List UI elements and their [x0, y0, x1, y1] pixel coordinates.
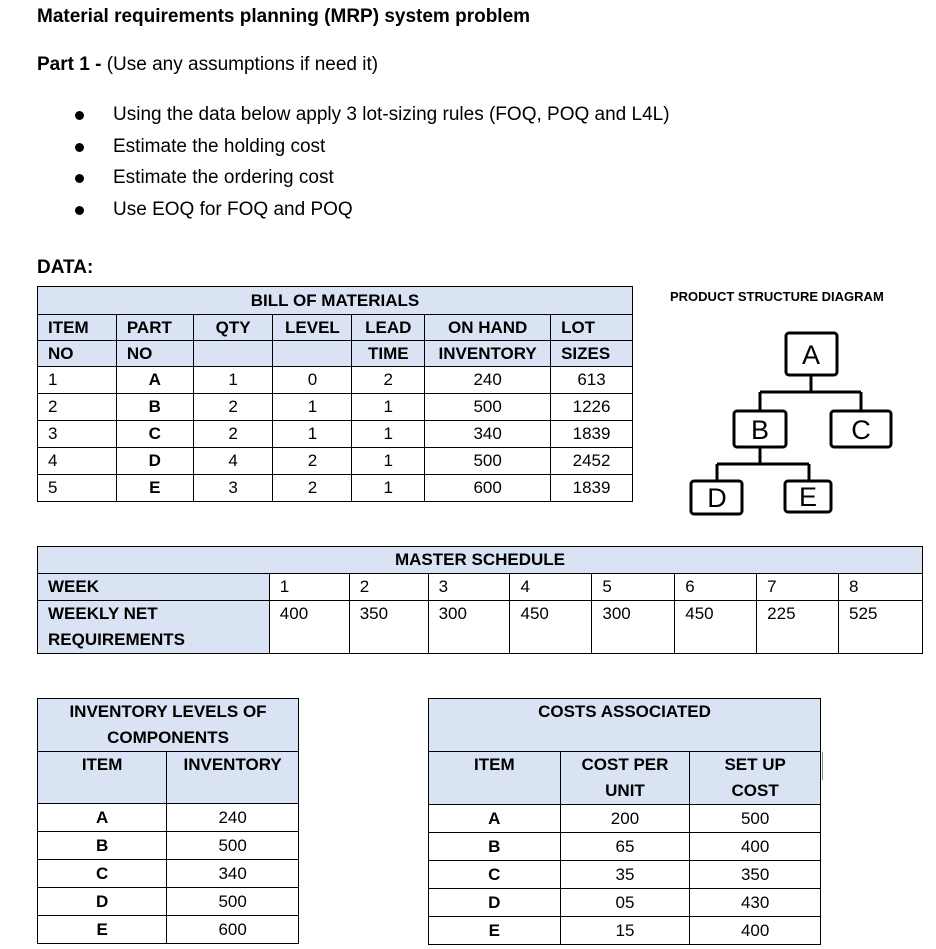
- bom-cell: 3: [38, 421, 117, 448]
- bom-cell: 500: [425, 394, 551, 421]
- setup-cost: 350: [690, 861, 821, 889]
- bom-header-row-1: [38, 315, 633, 341]
- requirements-label-line-2: REQUIREMENTS: [48, 630, 185, 649]
- costs-header-item: ITEM: [429, 752, 561, 805]
- bom-header-item: ITEM: [38, 315, 117, 341]
- costs-header-cpu-line-1: COST PER: [581, 755, 669, 774]
- divider: [822, 752, 823, 780]
- table-row: [38, 888, 299, 916]
- bom-cell: 500: [425, 448, 551, 475]
- bom-cell: 600: [425, 475, 551, 502]
- bom-header-qty: QTY: [193, 315, 273, 341]
- bom-cell: 1: [352, 475, 425, 502]
- bom-cell: B: [116, 394, 193, 421]
- requirements-row: [38, 601, 923, 654]
- setup-cost: 400: [690, 833, 821, 861]
- bom-header-empty: [273, 341, 352, 367]
- bom-header-lead-2: TIME: [352, 341, 425, 367]
- inventory-value: 500: [167, 832, 299, 860]
- bom-cell: 1839: [551, 421, 633, 448]
- bom-cell: 613: [551, 367, 633, 394]
- cost-per-unit: 65: [560, 833, 690, 861]
- inventory-value: 340: [167, 860, 299, 888]
- requirement-cell: 400: [269, 601, 349, 654]
- requirement-cell: 350: [349, 601, 428, 654]
- requirements-label: [38, 601, 270, 654]
- table-row: [429, 833, 821, 861]
- requirement-cell: 300: [592, 601, 675, 654]
- table-row: [429, 861, 821, 889]
- inventory-value: 500: [167, 888, 299, 916]
- bom-cell: 1226: [551, 394, 633, 421]
- bom-cell: 1: [193, 367, 273, 394]
- inventory-item: A: [38, 804, 167, 832]
- table-row: [38, 832, 299, 860]
- bom-cell: 1: [352, 421, 425, 448]
- node-e-label: E: [798, 482, 818, 512]
- table-row: [429, 889, 821, 917]
- bom-header-empty: [193, 341, 273, 367]
- week-cell: 1: [269, 574, 349, 601]
- costs-title: COSTS ASSOCIATED: [429, 699, 821, 752]
- node-d-label: D: [707, 483, 727, 513]
- bom-cell: 2: [273, 448, 352, 475]
- cost-item: B: [429, 833, 561, 861]
- bom-cell: 240: [425, 367, 551, 394]
- bom-header-lot: LOT: [551, 315, 633, 341]
- cost-item: C: [429, 861, 561, 889]
- product-structure-diagram: [680, 325, 900, 520]
- requirement-cell: 525: [839, 601, 923, 654]
- bom-title: BILL OF MATERIALS: [38, 287, 633, 315]
- bom-header-lot-2: SIZES: [551, 341, 633, 367]
- cost-item: A: [429, 805, 561, 833]
- week-cell: 6: [675, 574, 757, 601]
- bom-cell: 2: [193, 394, 273, 421]
- bom-cell: 2: [352, 367, 425, 394]
- costs-header-row: [429, 752, 821, 805]
- part1-heading: [37, 54, 378, 76]
- page-title: Material requirements planning (MRP) system problem: [37, 6, 531, 27]
- inventory-title: [38, 699, 299, 752]
- bom-cell: 340: [425, 421, 551, 448]
- inventory-header-item: ITEM: [38, 752, 167, 804]
- inventory-header-row: [38, 752, 299, 804]
- data-label: DATA:: [37, 257, 94, 278]
- bom-header-part-2: NO: [116, 341, 193, 367]
- bom-cell: 0: [273, 367, 352, 394]
- inventory-item: C: [38, 860, 167, 888]
- table-row: [38, 394, 633, 421]
- table-row: [38, 804, 299, 832]
- node-b-label: B: [750, 415, 770, 445]
- inventory-item: D: [38, 888, 167, 916]
- setup-cost: 430: [690, 889, 821, 917]
- part1-text: (Use any assumptions if need it): [101, 54, 379, 75]
- requirement-cell: 225: [757, 601, 839, 654]
- setup-cost: 500: [690, 805, 821, 833]
- table-row: [38, 448, 633, 475]
- setup-cost: 400: [690, 917, 821, 945]
- inventory-item: B: [38, 832, 167, 860]
- costs-header-cpu: [560, 752, 690, 805]
- task-item: Estimate the ordering cost: [70, 162, 670, 194]
- cost-per-unit: 05: [560, 889, 690, 917]
- bom-cell: 1: [273, 421, 352, 448]
- costs-header-setup-line-2: COST: [731, 781, 779, 800]
- bom-cell: 1: [352, 394, 425, 421]
- table-row: [38, 421, 633, 448]
- inventory-levels-table: [37, 698, 299, 944]
- inventory-item: E: [38, 916, 167, 944]
- week-row: [38, 574, 923, 601]
- bom-cell: 1: [38, 367, 117, 394]
- part1-label: Part 1 -: [37, 54, 102, 75]
- task-item: Use EOQ for FOQ and POQ: [70, 194, 670, 226]
- bom-cell: 1: [273, 394, 352, 421]
- bom-cell: D: [116, 448, 193, 475]
- diagram-title: PRODUCT STRUCTURE DIAGRAM: [670, 289, 884, 304]
- bill-of-materials-table: [37, 286, 633, 502]
- task-list: [70, 99, 670, 225]
- table-row: [38, 916, 299, 944]
- cost-item: E: [429, 917, 561, 945]
- week-cell: 4: [510, 574, 592, 601]
- bom-cell: 2: [193, 421, 273, 448]
- requirement-cell: 450: [675, 601, 757, 654]
- bom-cell: E: [116, 475, 193, 502]
- bom-header-part: PART: [116, 315, 193, 341]
- cost-per-unit: 200: [560, 805, 690, 833]
- cost-item: D: [429, 889, 561, 917]
- week-cell: 3: [428, 574, 510, 601]
- requirements-label-line-1: WEEKLY NET: [48, 604, 158, 623]
- master-schedule-table: [37, 546, 923, 654]
- cost-per-unit: 15: [560, 917, 690, 945]
- table-row: [429, 805, 821, 833]
- table-row: [38, 860, 299, 888]
- bom-header-onhand: ON HAND: [425, 315, 551, 341]
- bom-cell: 1: [352, 448, 425, 475]
- node-c-label: C: [851, 415, 871, 445]
- week-cell: 7: [757, 574, 839, 601]
- task-item: Estimate the holding cost: [70, 131, 670, 163]
- week-cell: 2: [349, 574, 428, 601]
- bom-cell: 2: [38, 394, 117, 421]
- table-row: [38, 367, 633, 394]
- master-schedule-title: MASTER SCHEDULE: [38, 547, 923, 574]
- costs-header-setup: [690, 752, 821, 805]
- inventory-value: 600: [167, 916, 299, 944]
- costs-header-cpu-line-2: UNIT: [605, 781, 645, 800]
- bom-header-onhand-2: INVENTORY: [425, 341, 551, 367]
- costs-header-setup-line-1: SET UP: [724, 755, 786, 774]
- bom-cell: 1839: [551, 475, 633, 502]
- requirement-cell: 450: [510, 601, 592, 654]
- bom-cell: 2: [273, 475, 352, 502]
- bom-cell: 2452: [551, 448, 633, 475]
- bom-header-level: LEVEL: [273, 315, 352, 341]
- bom-cell: 4: [193, 448, 273, 475]
- bom-header-lead: LEAD: [352, 315, 425, 341]
- table-row: [429, 917, 821, 945]
- bom-cell: 5: [38, 475, 117, 502]
- task-item: Using the data below apply 3 lot-sizing rules (FOQ, POQ and L4L): [70, 99, 670, 131]
- bom-cell: C: [116, 421, 193, 448]
- bom-header-row-2: [38, 341, 633, 367]
- inventory-header-inventory: INVENTORY: [167, 752, 299, 804]
- bom-cell: 4: [38, 448, 117, 475]
- inventory-title-line-2: COMPONENTS: [107, 728, 229, 747]
- costs-table: [428, 698, 821, 945]
- week-cell: 5: [592, 574, 675, 601]
- cost-per-unit: 35: [560, 861, 690, 889]
- requirement-cell: 300: [428, 601, 510, 654]
- bom-cell: 3: [193, 475, 273, 502]
- inventory-value: 240: [167, 804, 299, 832]
- week-cell: 8: [839, 574, 923, 601]
- table-row: [38, 475, 633, 502]
- inventory-title-line-1: INVENTORY LEVELS OF: [69, 702, 267, 721]
- node-a-label: A: [801, 340, 821, 370]
- bom-header-item-2: NO: [38, 341, 117, 367]
- week-label: WEEK: [38, 574, 270, 601]
- bom-cell: A: [116, 367, 193, 394]
